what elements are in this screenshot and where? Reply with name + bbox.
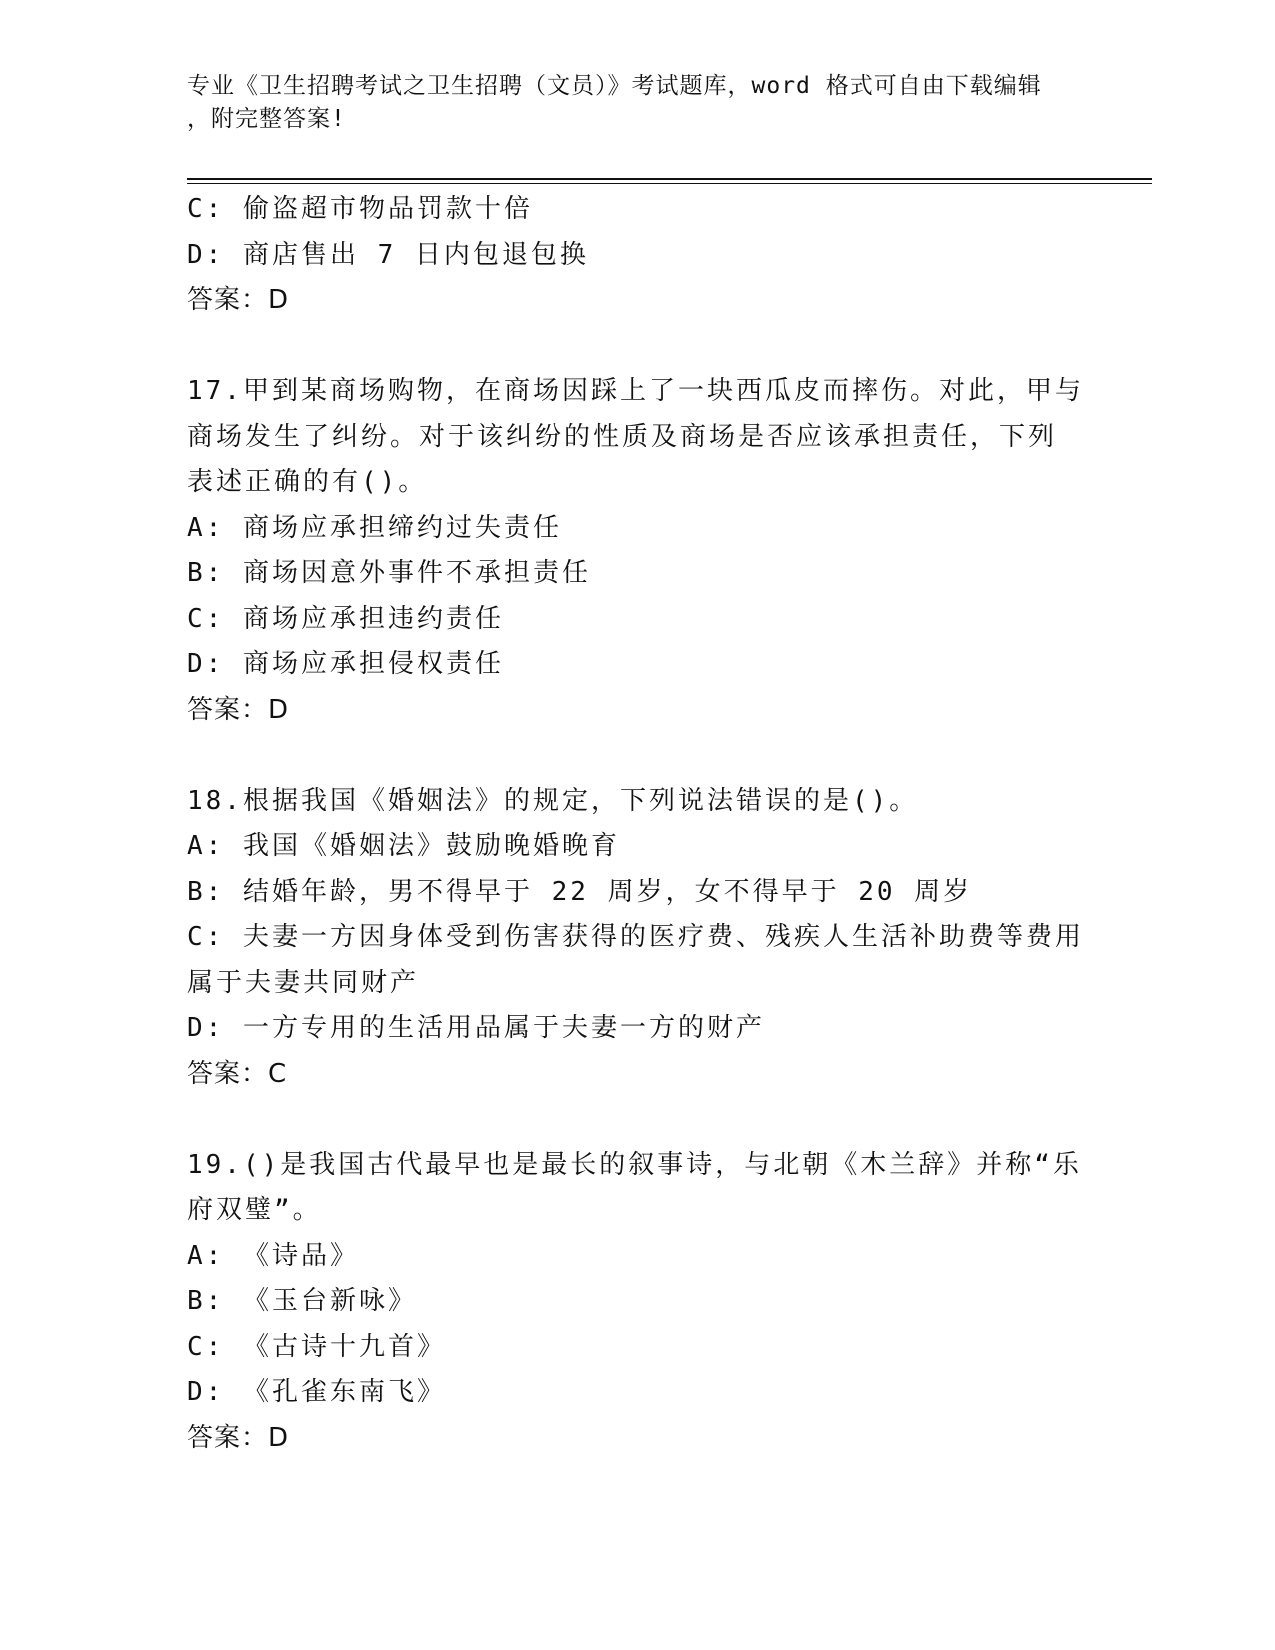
option-b: B: 《玉台新咏》 bbox=[187, 1286, 417, 1316]
answer-line: 答案：D bbox=[187, 1422, 290, 1453]
option-c: C: 商场应承担违约责任 bbox=[187, 603, 504, 634]
option-d: D: 商场应承担侵权责任 bbox=[187, 649, 504, 679]
option-b: B: 商场因意外事件不承担责任 bbox=[187, 558, 591, 588]
question-text: 17.甲到某商场购物，在商场因踩上了一块西瓜皮而摔伤。对此，甲与 bbox=[187, 376, 1084, 406]
question-text: 商场发生了纠纷。对于该纠纷的性质及商场是否应该承担责任，下列 bbox=[187, 421, 1058, 452]
question-text: 18.根据我国《婚姻法》的规定，下列说法错误的是()。 bbox=[187, 785, 919, 816]
spacer bbox=[187, 1097, 1087, 1143]
option-d: D: 一方专用的生活用品属于夫妻一方的财产 bbox=[187, 1013, 765, 1043]
question-18 bbox=[187, 779, 1087, 1098]
question-text: 府双璧”。 bbox=[187, 1195, 322, 1225]
spacer bbox=[187, 733, 1087, 779]
question-text: 19.()是我国古代最早也是最长的叙事诗，与北朝《木兰辞》并称“乐 bbox=[187, 1149, 1082, 1180]
question-16-tail bbox=[187, 187, 1087, 324]
question-list bbox=[187, 187, 1087, 1461]
header-rule-thin bbox=[187, 183, 1152, 184]
option-a: A: 商场应承担缔约过失责任 bbox=[187, 512, 562, 543]
question-19 bbox=[187, 1143, 1087, 1462]
option-c: C: 偷盗超市物品罚款十倍 bbox=[187, 194, 533, 224]
option-d: D: 《孔雀东南飞》 bbox=[187, 1377, 446, 1407]
option-c: C: 《古诗十九首》 bbox=[187, 1331, 446, 1362]
document-header bbox=[187, 70, 1087, 136]
option-c: C: 夫妻一方因身体受到伤害获得的医疗费、残疾人生活补助费等费用 bbox=[187, 922, 1084, 952]
option-a: A: 我国《婚姻法》鼓励晚婚晚育 bbox=[187, 831, 620, 861]
option-d: D: 商店售出 7 日内包退包换 bbox=[187, 239, 589, 270]
answer-line: 答案：D bbox=[187, 694, 290, 725]
header-line-1: 专业《卫生招聘考试之卫生招聘（文员）》考试题库，word 格式可自由下载编辑 bbox=[187, 73, 1042, 99]
spacer bbox=[187, 324, 1087, 370]
answer-line: 答案：D bbox=[187, 285, 290, 315]
question-17 bbox=[187, 369, 1087, 733]
option-a: A: 《诗品》 bbox=[187, 1240, 359, 1271]
header-rule-thick bbox=[187, 178, 1152, 180]
option-b: B: 结婚年龄，男不得早于 22 周岁，女不得早于 20 周岁 bbox=[187, 876, 973, 907]
question-text: 表述正确的有()。 bbox=[187, 467, 428, 497]
option-c-continued: 属于夫妻共同财产 bbox=[187, 967, 420, 998]
header-line-2: ，附完整答案! bbox=[187, 106, 346, 132]
answer-line: 答案：C bbox=[187, 1058, 288, 1089]
